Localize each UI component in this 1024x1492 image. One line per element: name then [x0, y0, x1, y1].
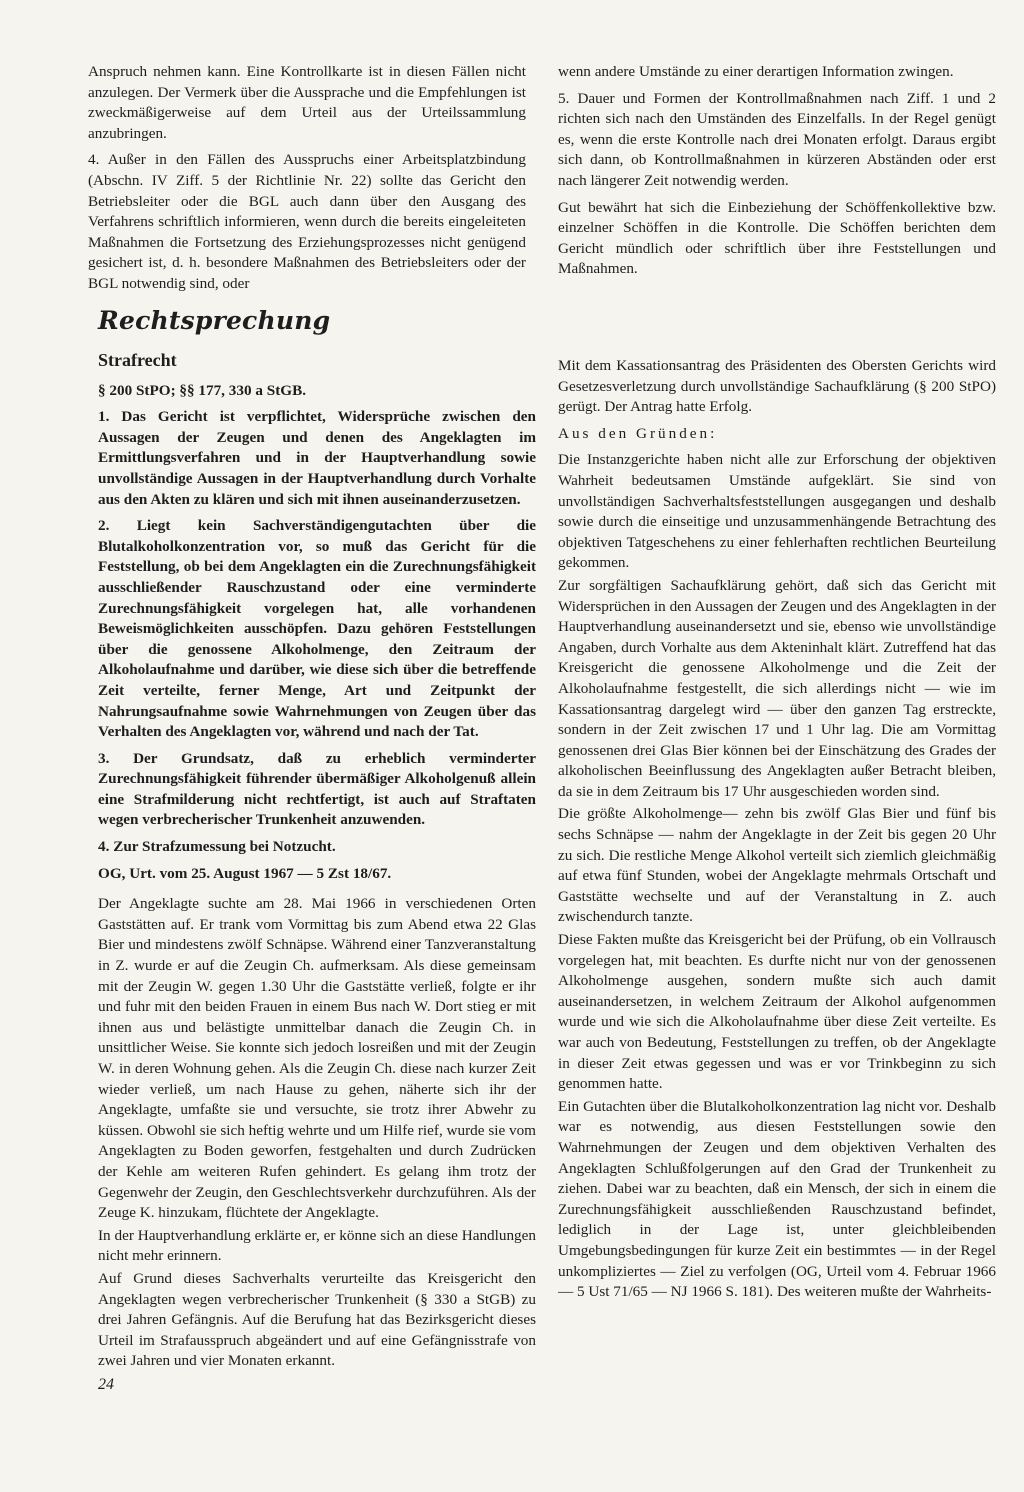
paragraph: wenn andere Umstände zu einer derartigen Information zwingen. — [558, 63, 954, 80]
paragraph: Anspruch nehmen kann. Eine Kontrollkarte ist in diesen Fällen nicht anzulegen. Der Vermerk über die Aussprache und die Empfehlungen ist zweckmäßigerweise auf dem Urteil aus der Urteilssammlung anzubringen. — [88, 63, 526, 142]
paragraph: Zur sorgfältigen Sachaufklärung gehört, daß sich das Gericht mit Widersprüchen in den Aussagen der Zeugen und des Angeklagten in der Hauptverhandlung auseinandersetzt und sie, ebenso wie unvollständige Angaben, durch Vorhalte aus dem Akteninhalt klärt. Zutreffend hat das Kreisgericht die genossene Alkoholmenge und die Zeit der Alkoholaufnahme festgestellt, die sich allerdings nicht — wie im Kassationsantrag dargelegt wird — über den ganzen Tag erstreckte, sondern in der Zeit zwischen 17 und 1 Uhr lag. Die am Vormittag genossenen drei Glas Bier können bei der Einschätzung des Grades der alkoholischen Beeinflussung des Angeklagten außer Betracht bleiben, da sie in dem Zeitraum bis 17 Uhr ausgeschieden worden sind. — [558, 576, 997, 800]
top-left-column — [88, 62, 526, 301]
headnote: 3. Der Grundsatz, daß zu erheblich verminderter Zurechnungsfähigkeit führender übermäßiger Alkoholgenuß allein eine Strafmilderung nicht rechtfertigt, ist auch auf Straftaten wegen verbrecherischer Trunkenheit anzuwenden. — [98, 749, 536, 829]
paragraph: Die größte Alkoholmenge— zehn bis zwölf Glas Bier und fünf bis sechs Schnäpse — nahm der Angeklagte in der Zeit bis gegen 20 Uhr zu sich. Die restliche Menge Alkohol verteilt sich ziemlich gleichmäßig auf etwa fünf Stunden, wobei der Angeklagte mehrmals Ortschaft und Gaststätte wechselte und auf der Veranstaltung in Z. auch zwischendurch tanzte. — [558, 805, 996, 926]
reasons-heading: Aus den Gründen: — [558, 424, 718, 442]
section-title: Strafrecht — [98, 350, 177, 370]
paragraph: Diese Fakten mußte das Kreisgericht bei der Prüfung, ob ein Vollrausch vorgelegen hat, mit beachten. Es durfte nicht nur von der genossenen Alkoholmenge ausgehen, sondern mußte sich auch damit auseinandersetzen, in welchem Zeitraum der Alkohol aufgenommen wurde und wie sich die Alkoholaufnahme über diese Zeit verteilte. Es war auch von Bedeutung, Feststellungen zu treffen, ob der Angeklagte in dieser Zeit etwas gegessen und was er vor Trinkbeginn zu sich genommen hatte. — [558, 931, 996, 1093]
paragraph: 4. Außer in den Fällen des Ausspruchs einer Arbeitsplatzbindung (Abschn. IV Ziff. 5 der Richtlinie Nr. 22) sollte das Gericht den Betriebsleiter oder die BGL auch dann über den Ausgang des Verfahrens schriftlich informieren, wenn durch die bereits eingeleiteten Maßnahmen die Fortsetzung des Erziehungsprozesses nicht genügend gesichert ist, d. h. besondere Maßnahmen des Betriebsleiters oder der BGL notwendig sind, oder — [88, 151, 526, 292]
decision-reference: OG, Urt. vom 25. August 1967 — 5 Zst 18/67. — [98, 864, 392, 882]
paragraph: Mit dem Kassationsantrag des Präsidenten des Obersten Gerichts wird Gesetzesverletzung durch unvollständige Sachaufklärung (§ 200 StPO) gerügt. Der Antrag hatte Erfolg. — [558, 357, 996, 416]
paragraph: 5. Dauer und Formen der Kontrollmaßnahmen nach Ziff. 1 und 2 richten sich nach den Umständen des Einzelfalls. In der Regel genügt es, wenn die erste Kontrolle nach drei Monaten erfolgt. Daraus ergibt sich dann, ob Kontrollmaßnahmen in kürzeren Abständen oder erst nach längerer Zeit notwendig werden. — [558, 89, 996, 189]
paragraph: Auf Grund dieses Sachverhalts verurteilte das Kreisgericht den Angeklagten wegen verbrecherischer Trunkenheit (§ 330 a StGB) zu drei Jahren Gefängnis. Auf die Berufung hat das Bezirksgericht dieses Urteil im Strafausspruch abgeändert und auf eine Gefängnisstrafe von zwei Jahren und vier Monaten erkannt. — [98, 1269, 536, 1370]
paragraph: In der Hauptverhandlung erklärte er, er könne sich an diese Handlungen nicht mehr erinnern. — [98, 1226, 536, 1265]
left-article-column — [98, 350, 536, 1374]
paragraph: Ein Gutachten über die Blutalkoholkonzentration lag nicht vor. Deshalb war es notwendig, aus diesen Feststellungen sowie den Wahrnehmungen der Zeugen und dem objektiven Verhalten des Angeklagten Schlußfolgerungen auf den Grad der Trunkenheit zu ziehen. Dabei war zu beachten, daß ein Mensch, der sich in einem die Zurechnungsfähigkeit ausschließenden Rauschzustand befindet, lediglich in der Lage ist, unter gleichbleibenden Umgebungsbedingungen für kurze Zeit ein bestimmtes — in der Regel unkompliziertes — Ziel zu verfolgen (OG, Urteil vom 4. Februar 1966 — 5 Ust 71/65 — NJ 1966 S. 181). Des weiteren mußte der Wahrheits- — [558, 1097, 996, 1301]
paragraph: Der Angeklagte suchte am 28. Mai 1966 in verschiedenen Orten Gaststätten auf. Er trank vom Vormittag bis zum Abend etwa 22 Glas Bier und mindestens zwölf Schnäpse. Während einer Tanzveranstaltung in Z. wurde er auf die Zeugin Ch. aufmerksam. Als diese gemeinsam mit der Zeugin W. gegen 1.30 Uhr die Gaststätte verließ, folgte er ihr und fuhr mit den beiden Frauen in einem Bus nach W. Dort stieg er mit ihnen aus und belästigte unmittelbar danach die Zeugin Ch. in unsittlicher Weise. Sie konnte sich jedoch losreißen und mit der Zeugin W. in deren Wohnung gehen. Als die Zeugin Ch. diese nach kurzer Zeit wieder verließ, um nach Hause zu gehen, näherte sich ihr der Angeklagte, umfaßte sie und versuchte, sie trotz ihrer Abwehr zu küssen. Obwohl sie sich heftig wehrte und um Hilfe rief, wurde sie vom Angeklagten zu Boden geworfen, festgehalten und durch Zudrücken der Kehle am weiteren Rufen gehindert. Es gelang ihm trotz der Gegenwehr der Zeugin, den Geschlechtsverkehr durchzuführen. Als der Zeuge K. hinzukam, flüchtete der Angeklagte. — [98, 895, 536, 1222]
right-article-column — [558, 356, 996, 1305]
rubric-heading: Rechtsprechung — [98, 306, 331, 335]
headnote: 1. Das Gericht ist verpflichtet, Widersprüche zwischen den Aussagen der Zeugen und denen des Angeklagten im Ermittlungsverfahren und in der Hauptverhandlung sowie unvollständige Aussagen in der Hauptverhandlung durch Vorhalte aus den Akten zu klären und sich mit ihnen auseinanderzusetzen. — [98, 408, 536, 508]
page-number: 24 — [98, 1376, 114, 1393]
headnote: 2. Liegt kein Sachverständigengutachten über die Blutalkoholkonzentration vor, so muß das Gericht für die Feststellung, ob bei dem Angeklagten ein die Zurechnungsfähigkeit ausschließender Rauschzustand oder eine verminderte Zurechnungsfähigkeit vorgelegen hat, alle vorhandenen Beweismöglichkeiten ausschöpfen. Dazu gehören Feststellungen über die genossene Alkoholmenge, den Zeitraum der Alkoholaufnahme und darüber, wie diese sich über die betreffende Zeit verteilte, ferner Menge, Art und Zeitpunkt der Nahrungsaufnahme sowie Wahrnehmungen von Zeugen über das Verhalten des Angeklagten vor, während und nach der Tat. — [98, 517, 536, 741]
top-right-column — [558, 62, 996, 286]
paragraph: Die Instanzgerichte haben nicht alle zur Erforschung der objektiven Wahrheit bedeutsamen Umstände aufgeklärt. Sie sind von unvollständigen Sachverhaltsfeststellungen ausgegangen und deshalb sowie durch die einseitige und unzusammenhängende Betrachtung des objektiven Tatgeschehens zu einer fehlerhaften rechtlichen Beurteilung gekommen. — [558, 451, 996, 572]
paragraph: Gut bewährt hat sich die Einbeziehung der Schöffenkollektive bzw. einzelner Schöffen in die Kontrolle. Die Schöffen berichten dem Gericht mündlich oder schriftlich über ihre Feststellungen und Maßnahmen. — [558, 198, 996, 278]
citation: § 200 StPO; §§ 177, 330 a StGB. — [98, 381, 306, 399]
headnote: 4. Zur Strafzumessung bei Notzucht. — [98, 838, 336, 856]
